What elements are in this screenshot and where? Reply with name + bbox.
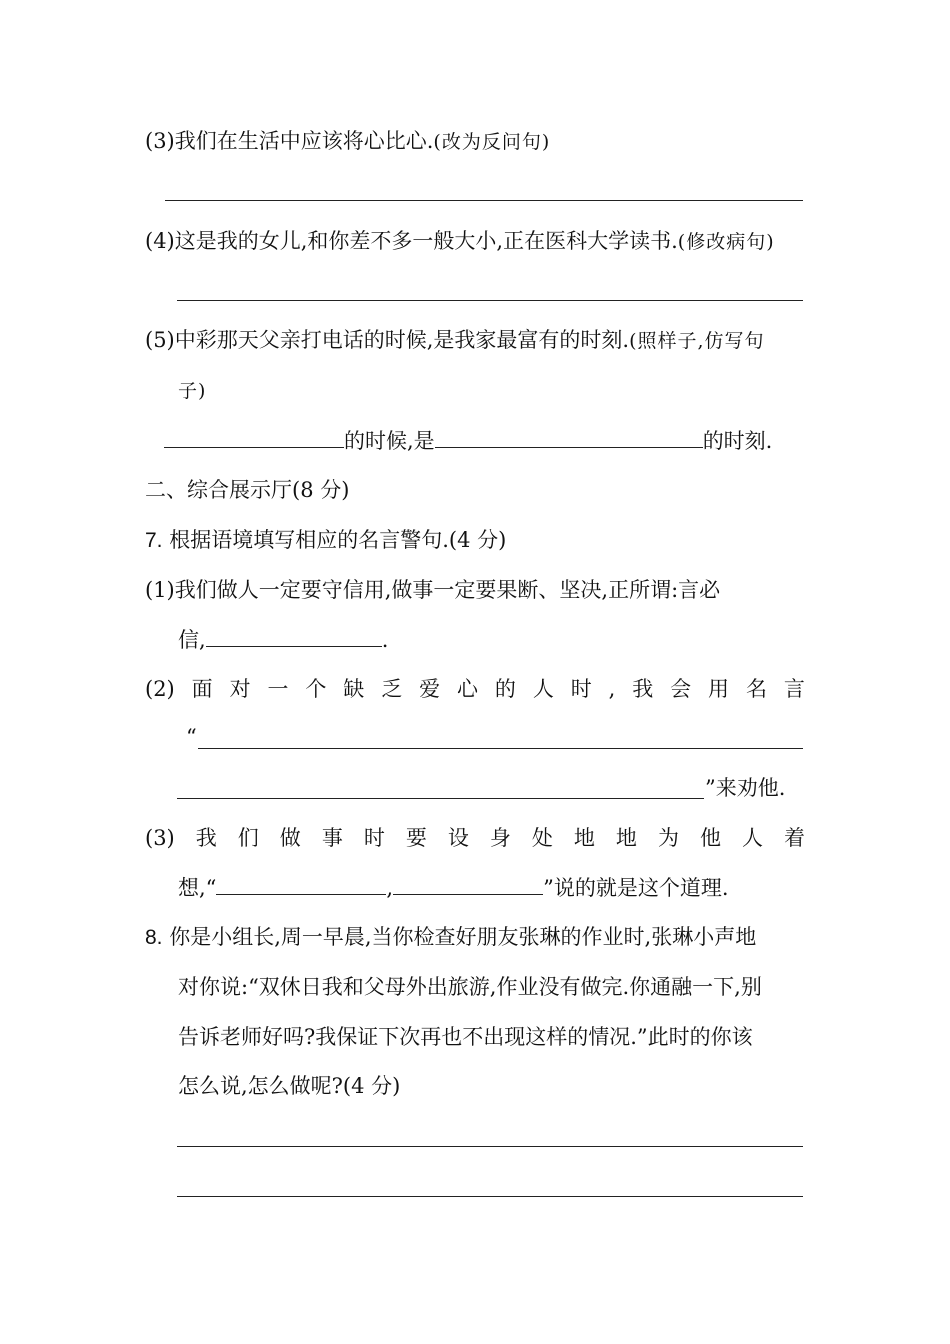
q7-3-char: 地 <box>573 826 595 850</box>
question-7-1-line1: (1)我们做人一定要守信用,做事一定要果断、坚决,正所谓:言必 <box>145 578 721 602</box>
question-7-text: 根据语境填写相应的名言警句.(4 分) <box>169 528 507 552</box>
q7-3-char: 着 <box>783 826 805 850</box>
q7-2-char: 我 <box>632 677 654 701</box>
question-7-3-line1 <box>145 823 805 853</box>
question-7-1-end: . <box>381 628 389 652</box>
q7-3-char: 地 <box>615 826 637 850</box>
q7-2-char: 个 <box>305 677 327 701</box>
answer-line-q8-b[interactable] <box>177 1196 803 1197</box>
q7-2-char: 时 <box>570 677 592 701</box>
fill-mid-text: 的时候,是 <box>344 429 435 453</box>
question-8-number: 8. <box>145 926 163 949</box>
q7-2-char: , <box>608 677 616 701</box>
answer-line-q4[interactable] <box>177 300 803 301</box>
question-4-instruction: (修改病句) <box>677 231 775 253</box>
question-8-text-1: 你是小组长,周一早晨,当你检查好朋友张琳的作业时,张琳小声地 <box>169 925 757 949</box>
question-3-instruction: (改为反问句) <box>433 131 551 153</box>
question-5-instruction-cont: 子) <box>178 380 207 402</box>
question-7-1-prefix: 信, <box>178 628 206 652</box>
fill-blank-q7-3-a[interactable] <box>216 872 386 895</box>
q7-3-char: 我 <box>195 826 217 850</box>
question-3-text: (3)我们在生活中应该将心比心. <box>145 129 434 153</box>
q7-3-char: 要 <box>405 826 427 850</box>
fill-blank-q7-1[interactable] <box>206 624 382 647</box>
q7-3-char: 处 <box>531 826 553 850</box>
question-7 <box>145 525 506 556</box>
question-7-3-prefix: 想,“ <box>178 876 217 900</box>
answer-line-q7-2-a[interactable] <box>198 748 803 749</box>
q7-2-char: 名 <box>745 677 767 701</box>
question-7-2-close: ”来劝他. <box>705 776 786 800</box>
q7-2-char: 对 <box>229 677 251 701</box>
q7-2-char: 一 <box>267 677 289 701</box>
q7-2-char: 面 <box>191 677 213 701</box>
question-8-line3: 告诉老师好吗?我保证下次再也不出现这样的情况.”此时的你该 <box>178 1025 753 1049</box>
q7-2-char: 乏 <box>381 677 403 701</box>
q7-2-char: 心 <box>457 677 478 701</box>
answer-line-q7-2-b[interactable] <box>177 798 704 799</box>
q7-3-char: 们 <box>237 826 259 850</box>
q7-3-char: 为 <box>657 826 679 850</box>
fill-blank-q5-b[interactable] <box>435 425 703 448</box>
question-7-2-open-quote: “ <box>186 725 197 749</box>
section-2-heading: 二、综合展示厅(8 分) <box>145 478 350 502</box>
q7-2-char: 会 <box>670 677 692 701</box>
q7-3-char: 身 <box>489 826 511 850</box>
q7-2-char: 的 <box>494 677 516 701</box>
q7-2-char: 用 <box>708 677 730 701</box>
question-8-line4: 怎么说,怎么做呢?(4 分) <box>178 1074 401 1098</box>
q7-2-char: 言 <box>783 677 805 701</box>
q7-3-char: 他 <box>699 826 721 850</box>
q7-3-char: 事 <box>321 826 343 850</box>
question-7-3-line2 <box>178 872 729 903</box>
answer-line-q3[interactable] <box>165 200 803 201</box>
question-7-number: 7. <box>145 529 163 552</box>
question-5 <box>145 325 765 356</box>
question-3 <box>145 126 550 157</box>
q7-2-char: 缺 <box>343 677 365 701</box>
q7-3-char: 时 <box>363 826 385 850</box>
fill-blank-q7-3-b[interactable] <box>393 872 543 895</box>
q7-2-char: (2) <box>145 677 175 701</box>
question-5-text: (5)中彩那天父亲打电话的时候,是我家最富有的时刻. <box>145 328 630 352</box>
fill-blank-q5-a[interactable] <box>164 425 344 448</box>
question-7-1-line2 <box>178 624 388 655</box>
q7-2-char: 人 <box>532 677 554 701</box>
q7-3-char: 设 <box>447 826 469 850</box>
q7-3-char: (3) <box>145 826 175 850</box>
question-8-line1 <box>145 922 756 953</box>
answer-line-q8-a[interactable] <box>177 1146 803 1147</box>
question-7-3-end: ”说的就是这个道理. <box>543 876 729 900</box>
q7-3-char: 做 <box>279 826 301 850</box>
question-5-fill <box>164 425 772 456</box>
q7-2-char: 爱 <box>419 677 441 701</box>
question-8-line2: 对你说:“双休日我和父母外出旅游,作业没有做完.你通融一下,别 <box>178 975 762 999</box>
fill-end-text: 的时刻. <box>702 429 773 453</box>
question-7-2-line1 <box>145 674 805 704</box>
question-4-text: (4)这是我的女儿,和你差不多一般大小,正在医科大学读书. <box>145 229 678 253</box>
question-7-3-comma: , <box>386 876 394 900</box>
q7-3-char: 人 <box>741 826 763 850</box>
question-5-instruction: (照样子,仿写句 <box>629 330 765 352</box>
question-4 <box>145 226 775 257</box>
